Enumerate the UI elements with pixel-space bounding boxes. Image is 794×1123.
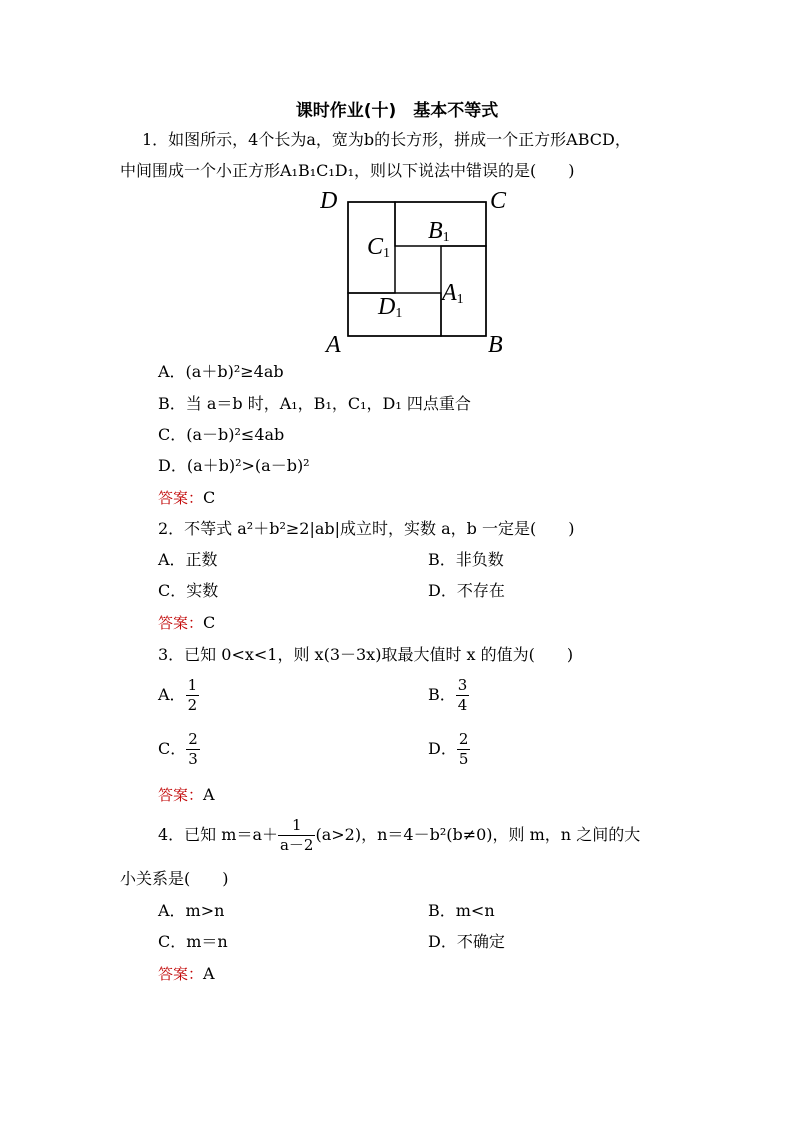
q3-answer (158, 784, 215, 806)
q1-option-b: B．当 a＝b 时，A₁，B₁，C₁，D₁ 四点重合 (158, 394, 471, 413)
q1-answer (158, 487, 215, 509)
option-letter: B． (428, 685, 456, 704)
answer-label: 答案： (158, 786, 204, 804)
option-letter: C． (158, 739, 187, 758)
fraction: $\frac{3}{4}$ (457, 676, 468, 714)
q1-figure (320, 184, 520, 360)
q4-option-d: D．不确定 (428, 932, 505, 951)
q2-option-b: B．非负数 (428, 550, 504, 569)
answer-label: 答案： (158, 489, 204, 507)
q4-option-a: A．m>n (158, 901, 225, 920)
q4-option-c: C．m＝n (158, 932, 228, 951)
label-C1: C1 (367, 234, 391, 261)
q4-fraction: $\frac{1}{a-2}$ (279, 816, 314, 854)
option-letter: D． (428, 739, 457, 758)
label-B: B (488, 332, 503, 356)
label-B1: B1 (428, 218, 450, 245)
fraction: $\frac{1}{2}$ (187, 676, 198, 714)
q3-option-d (428, 730, 470, 769)
q4-stem (158, 816, 640, 855)
outer-square (348, 202, 486, 336)
q4-stem-line2: 小关系是( ) (120, 869, 229, 888)
q1-stem-line1: 1．如图所示，4个长为a，宽为b的长方形，拼成一个正方形ABCD， (142, 130, 631, 149)
page-title: 课时作业(十) 基本不等式 (295, 101, 499, 121)
q4-answer (158, 963, 215, 985)
q1-option-c: C．(a－b)²≤4ab (158, 425, 285, 444)
rectangles-diagram (320, 184, 520, 356)
q1-stem-line2: 中间围成一个小正方形A₁B₁C₁D₁，则以下说法中错误的是( ) (120, 161, 575, 180)
q2-stem: 2．不等式 a²＋b²≥2|ab|成立时，实数 a，b 一定是( ) (158, 519, 575, 538)
q3-option-b (428, 676, 469, 715)
q2-option-c: C．实数 (158, 581, 219, 600)
label-A1: A1 (442, 280, 464, 307)
q4-option-b: B．m<n (428, 901, 495, 920)
answer-label: 答案： (158, 614, 204, 632)
label-D: D (320, 188, 338, 214)
answer-value: C (203, 613, 216, 632)
answer-value: A (203, 785, 215, 804)
label-C: C (490, 188, 507, 214)
q3-option-c (158, 730, 200, 769)
label-A: A (326, 332, 341, 356)
q2-option-a: A．正数 (158, 550, 218, 569)
q1-option-a: A．(a＋b)²≥4ab (158, 362, 284, 381)
answer-value: C (203, 488, 216, 507)
q2-option-d: D．不存在 (428, 581, 505, 600)
q4-stem-before: 4．已知 m＝a＋ (158, 825, 278, 844)
answer-value: A (203, 964, 215, 983)
option-letter: A． (158, 685, 186, 704)
q1-option-d: D．(a＋b)²>(a－b)² (158, 456, 310, 475)
q3-stem: 3．已知 0<x<1，则 x(3－3x)取最大值时 x 的值为( ) (158, 645, 574, 664)
q3-option-a (158, 676, 199, 715)
q4-stem-after: (a>2)，n＝4－b²(b≠0)，则 m，n 之间的大 (315, 825, 641, 844)
answer-label: 答案： (158, 965, 204, 983)
fraction: $\frac{2}{3}$ (188, 730, 198, 768)
q2-answer (158, 612, 215, 634)
fraction: $\frac{2}{5}$ (458, 730, 469, 768)
label-D1: D1 (378, 294, 403, 321)
